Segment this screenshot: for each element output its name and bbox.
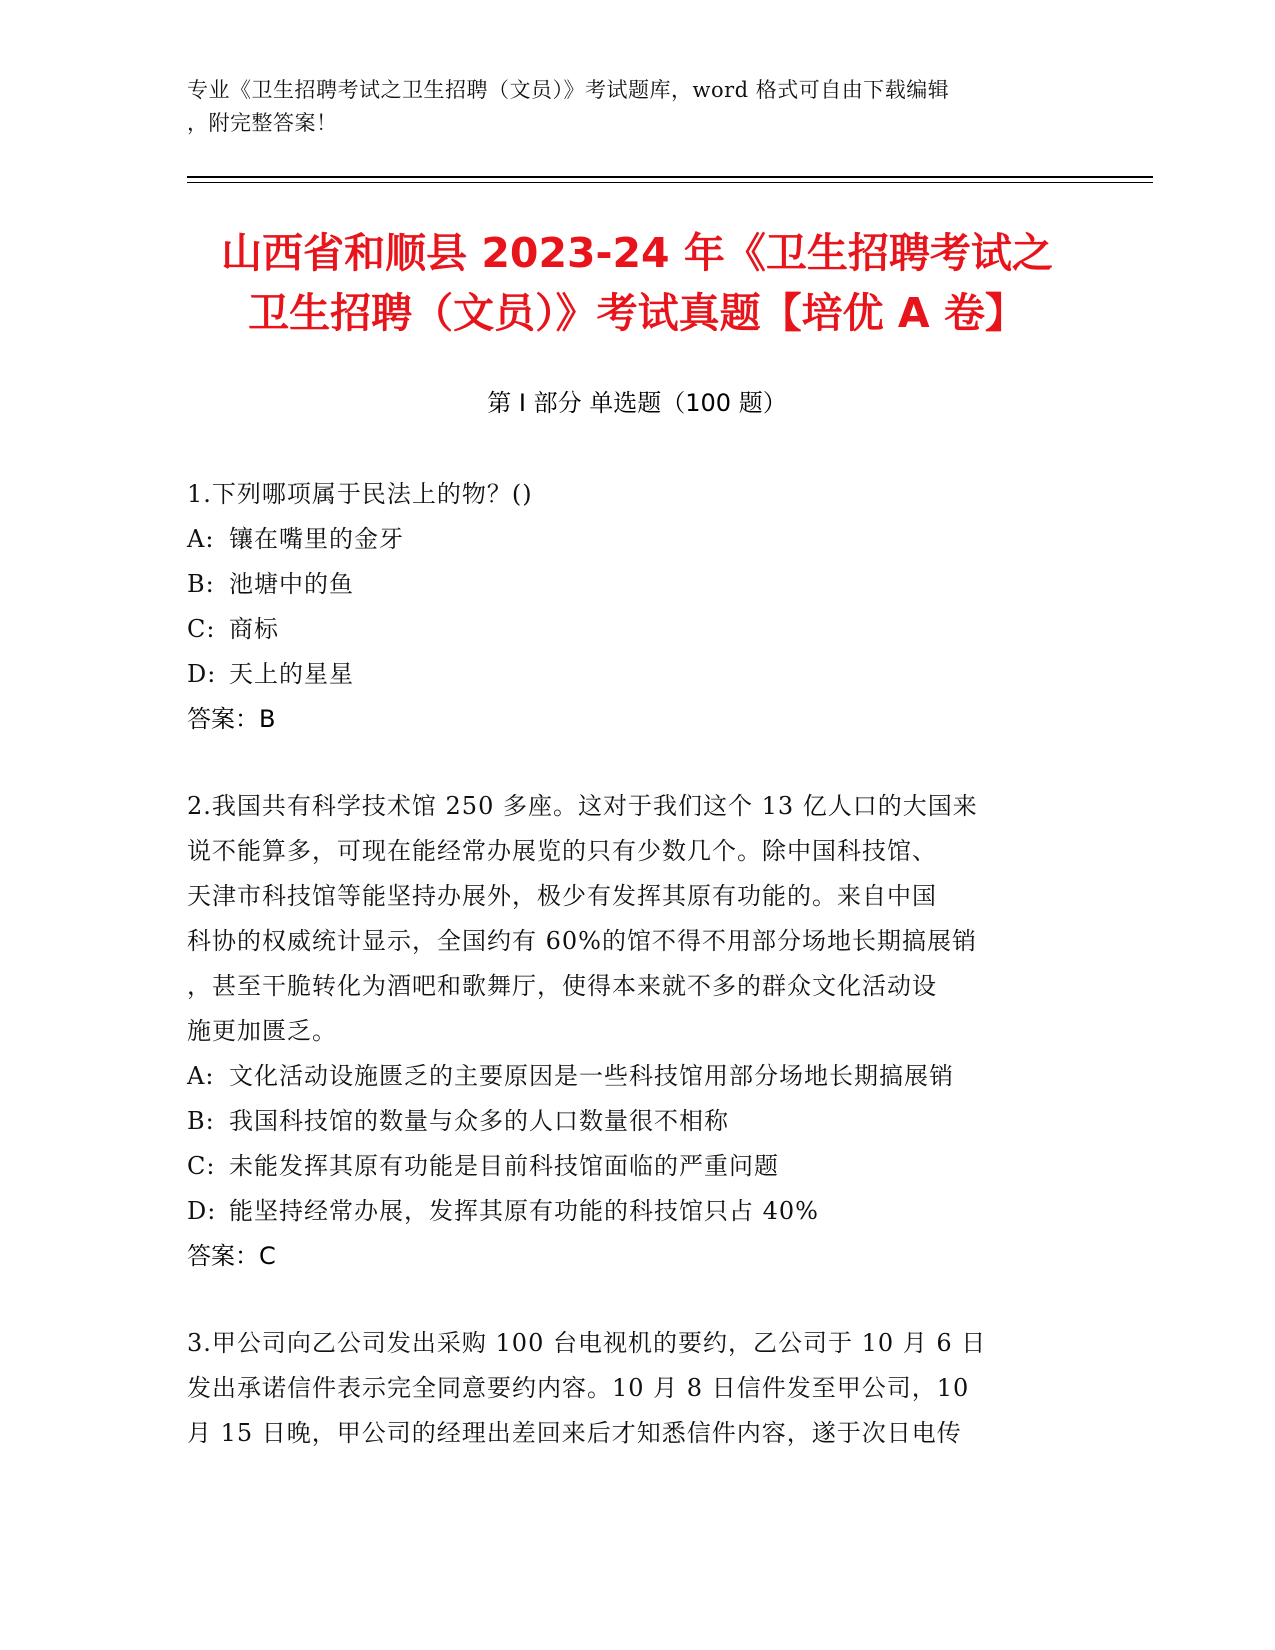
- option-letter: D:: [187, 1197, 217, 1225]
- answer-option-d: [187, 652, 1087, 697]
- question-item: [187, 1321, 1087, 1456]
- answer-option-b: [187, 562, 1087, 607]
- option-text: 天上的星星: [229, 660, 354, 688]
- answer-key: 答案：B: [187, 705, 276, 733]
- section-heading: 第 I 部分 单选题（100 题）: [487, 389, 787, 417]
- question-list: [187, 472, 1087, 1498]
- option-letter: C:: [187, 615, 216, 643]
- option-text: 文化活动设施匮乏的主要原因是一些科技馆用部分场地长期搞展销: [229, 1062, 954, 1090]
- answer-option-a: [187, 1054, 1087, 1099]
- answer-key: 答案：C: [187, 1242, 276, 1270]
- question-text-line: 2.我国共有科学技术馆 250 多座。这对于我们这个 13 亿人口的大国来: [187, 792, 978, 820]
- page-title-line-1: 山西省和顺县 2023-24 年《卫生招聘考试之: [221, 229, 1053, 277]
- option-text: 镶在嘴里的金牙: [229, 525, 404, 553]
- header-divider-thick: [187, 176, 1153, 178]
- question-text-line: 1.下列哪项属于民法上的物？(): [187, 480, 533, 508]
- answer-option-a: [187, 517, 1087, 562]
- answer-option-c: [187, 607, 1087, 652]
- option-text: 商标: [229, 615, 279, 643]
- page-title: [187, 223, 1087, 343]
- option-letter: D:: [187, 660, 217, 688]
- question-text-line: 施更加匮乏。: [187, 1017, 337, 1045]
- page-title-line-2: 卫生招聘（文员）》考试真题【培优 A 卷】: [248, 289, 1026, 337]
- answer-option-b: [187, 1099, 1087, 1144]
- question-item: [187, 784, 1087, 1279]
- question-text-line: 发出承诺信件表示完全同意要约内容。10 月 8 日信件发至甲公司，10: [187, 1374, 970, 1402]
- answer-option-d: [187, 1189, 1087, 1234]
- option-letter: A:: [187, 1062, 215, 1090]
- question-text-line: 3.甲公司向乙公司发出采购 100 台电视机的要约，乙公司于 10 月 6 日: [187, 1329, 987, 1357]
- question-item: [187, 472, 1087, 742]
- header-divider-thin: [187, 182, 1153, 183]
- option-letter: A:: [187, 525, 215, 553]
- option-text: 我国科技馆的数量与众多的人口数量很不相称: [229, 1107, 729, 1135]
- option-letter: B:: [187, 1107, 215, 1135]
- question-text-line: 月 15 日晚，甲公司的经理出差回来后才知悉信件内容，遂于次日电传: [187, 1419, 962, 1447]
- header-note-line-1: 专业《卫生招聘考试之卫生招聘（文员）》考试题库，word 格式可自由下载编辑: [187, 78, 950, 102]
- question-text-line: 科协的权威统计显示，全国约有 60%的馆不得不用部分场地长期搞展销: [187, 927, 977, 955]
- option-text: 能坚持经常办展，发挥其原有功能的科技馆只占 40%: [229, 1197, 819, 1225]
- option-letter: B:: [187, 570, 215, 598]
- question-text-line: 说不能算多，可现在能经常办展览的只有少数几个。除中国科技馆、: [187, 837, 937, 865]
- header-note: [187, 74, 1067, 140]
- question-text-line: 天津市科技馆等能坚持办展外，极少有发挥其原有功能的。来自中国: [187, 882, 937, 910]
- question-text-line: ，甚至干脆转化为酒吧和歌舞厅，使得本来就不多的群众文化活动设: [187, 972, 937, 1000]
- option-text: 未能发挥其原有功能是目前科技馆面临的严重问题: [229, 1152, 779, 1180]
- option-letter: C:: [187, 1152, 216, 1180]
- header-note-line-2: ，附完整答案！: [187, 111, 338, 135]
- option-text: 池塘中的鱼: [229, 570, 354, 598]
- answer-option-c: [187, 1144, 1087, 1189]
